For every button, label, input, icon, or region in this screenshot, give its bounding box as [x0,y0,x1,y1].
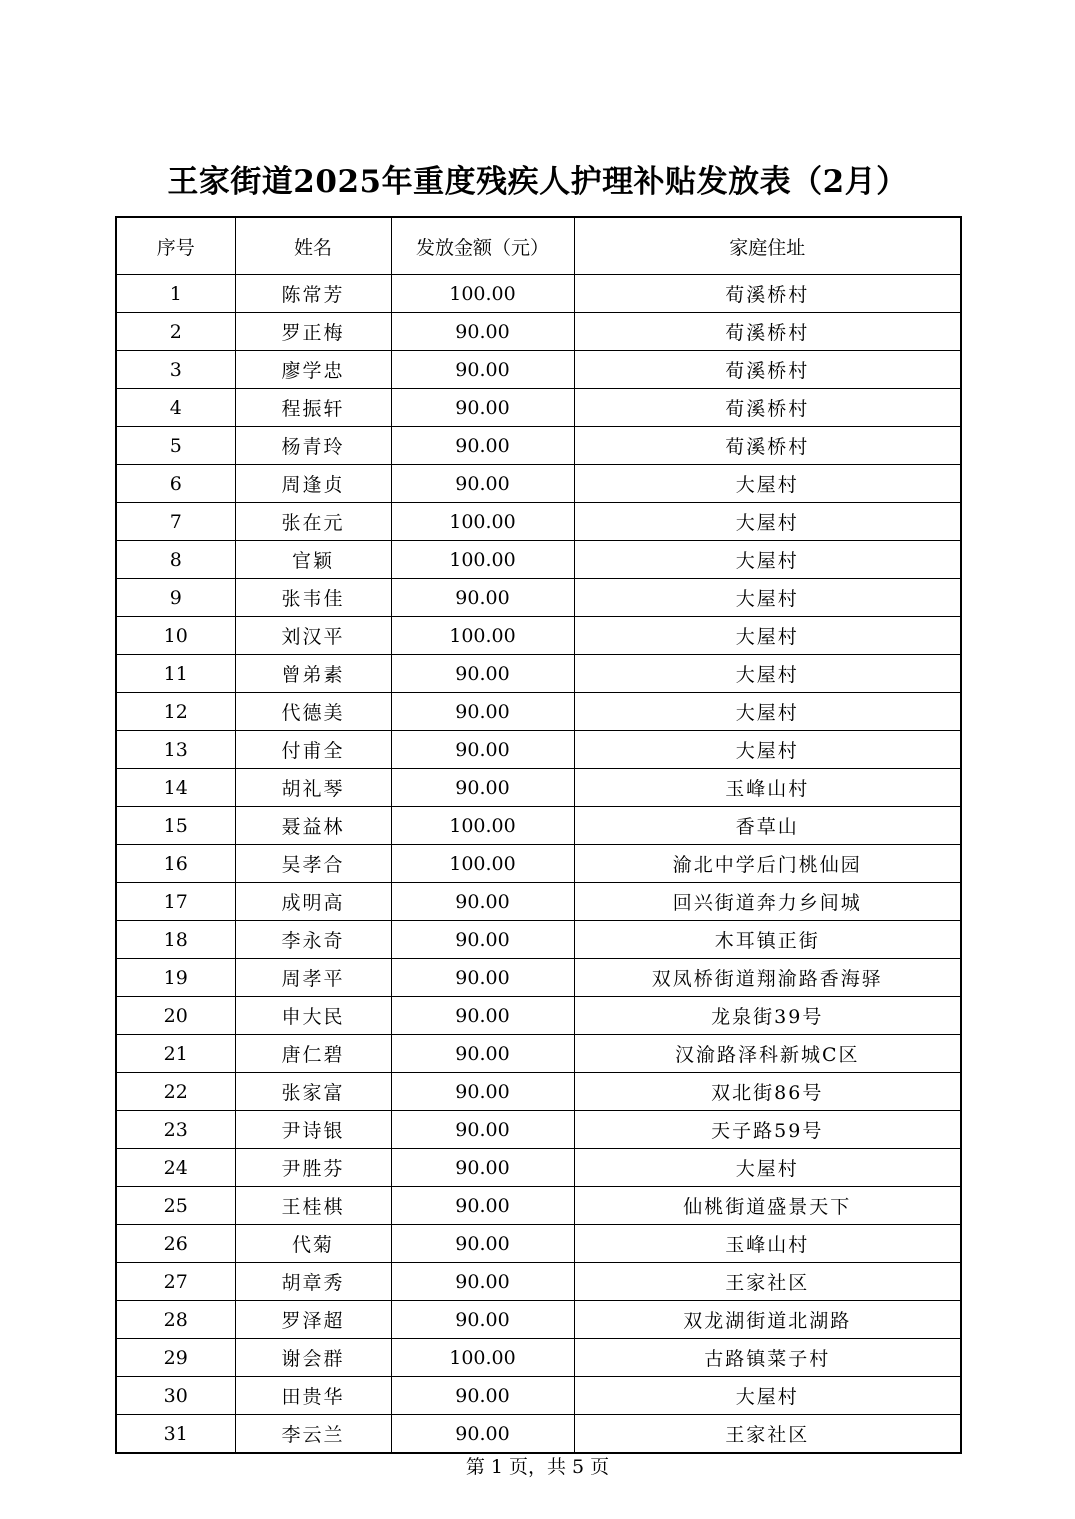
cell-amount: 100.00 [391,541,574,579]
cell-address: 天子路59号 [574,1111,961,1149]
cell-name: 杨青玲 [235,427,391,465]
cell-serial-number: 19 [116,959,235,997]
cell-name: 田贵华 [235,1377,391,1415]
header-address: 家庭住址 [574,217,961,275]
table-header-row [116,217,961,275]
cell-amount: 90.00 [391,693,574,731]
cell-name: 周逢贞 [235,465,391,503]
table-row [116,541,961,579]
cell-address: 龙泉街39号 [574,997,961,1035]
cell-name: 程振轩 [235,389,391,427]
cell-name: 陈常芳 [235,275,391,313]
table-body [116,275,961,1454]
cell-address: 大屋村 [574,465,961,503]
cell-amount: 90.00 [391,1301,574,1339]
cell-name: 李永奇 [235,921,391,959]
table-row [116,1377,961,1415]
cell-serial-number: 31 [116,1415,235,1454]
cell-name: 聂益林 [235,807,391,845]
cell-serial-number: 2 [116,313,235,351]
cell-serial-number: 29 [116,1339,235,1377]
cell-name: 胡章秀 [235,1263,391,1301]
cell-address: 大屋村 [574,1377,961,1415]
cell-address: 大屋村 [574,617,961,655]
cell-amount: 90.00 [391,351,574,389]
cell-name: 付甫全 [235,731,391,769]
page-footer: 第 1 页，共 5 页 [465,1456,610,1478]
table-row [116,1111,961,1149]
cell-amount: 90.00 [391,959,574,997]
table-row [116,845,961,883]
table-row [116,1035,961,1073]
cell-address: 玉峰山村 [574,1225,961,1263]
cell-serial-number: 14 [116,769,235,807]
cell-address: 双凤桥街道翔渝路香海驿 [574,959,961,997]
cell-serial-number: 7 [116,503,235,541]
cell-address: 大屋村 [574,731,961,769]
document-title: 王家街道2025年重度残疾人护理补贴发放表（2月） [167,164,908,200]
cell-amount: 90.00 [391,769,574,807]
cell-name: 官颖 [235,541,391,579]
table-row [116,1187,961,1225]
cell-serial-number: 20 [116,997,235,1035]
cell-name: 罗泽超 [235,1301,391,1339]
cell-address: 王家社区 [574,1415,961,1454]
cell-address: 荀溪桥村 [574,389,961,427]
cell-serial-number: 5 [116,427,235,465]
table-row [116,275,961,313]
cell-serial-number: 21 [116,1035,235,1073]
table-row [116,655,961,693]
cell-serial-number: 13 [116,731,235,769]
table-row [116,389,961,427]
table-row [116,1073,961,1111]
cell-amount: 90.00 [391,579,574,617]
cell-serial-number: 17 [116,883,235,921]
table-row [116,769,961,807]
cell-address: 荀溪桥村 [574,313,961,351]
subsidy-table [115,216,962,1454]
cell-address: 木耳镇正街 [574,921,961,959]
cell-amount: 90.00 [391,1149,574,1187]
cell-name: 罗正梅 [235,313,391,351]
cell-serial-number: 23 [116,1111,235,1149]
cell-name: 廖学忠 [235,351,391,389]
cell-name: 吴孝合 [235,845,391,883]
table-row [116,693,961,731]
cell-name: 谢会群 [235,1339,391,1377]
table-row [116,1225,961,1263]
cell-name: 周孝平 [235,959,391,997]
cell-amount: 90.00 [391,389,574,427]
cell-address: 大屋村 [574,541,961,579]
table-row [116,1149,961,1187]
table-row [116,1301,961,1339]
cell-name: 成明高 [235,883,391,921]
cell-name: 张在元 [235,503,391,541]
cell-amount: 90.00 [391,427,574,465]
cell-name: 尹胜芬 [235,1149,391,1187]
cell-address: 双龙湖街道北湖路 [574,1301,961,1339]
cell-serial-number: 26 [116,1225,235,1263]
table-row [116,1415,961,1454]
cell-amount: 90.00 [391,731,574,769]
cell-serial-number: 12 [116,693,235,731]
header-serial-number: 序号 [116,217,235,275]
cell-name: 张家富 [235,1073,391,1111]
cell-amount: 90.00 [391,1035,574,1073]
cell-serial-number: 3 [116,351,235,389]
cell-amount: 90.00 [391,465,574,503]
cell-amount: 90.00 [391,1415,574,1454]
cell-amount: 100.00 [391,275,574,313]
cell-amount: 100.00 [391,845,574,883]
cell-address: 渝北中学后门桃仙园 [574,845,961,883]
cell-name: 曾弟素 [235,655,391,693]
table-row [116,579,961,617]
cell-serial-number: 18 [116,921,235,959]
table-row [116,731,961,769]
table-row [116,921,961,959]
header-name: 姓名 [235,217,391,275]
cell-serial-number: 10 [116,617,235,655]
cell-serial-number: 8 [116,541,235,579]
cell-name: 李云兰 [235,1415,391,1454]
cell-amount: 100.00 [391,503,574,541]
cell-amount: 90.00 [391,997,574,1035]
table-row [116,997,961,1035]
cell-address: 荀溪桥村 [574,275,961,313]
cell-address: 大屋村 [574,579,961,617]
cell-address: 回兴街道奔力乡间城 [574,883,961,921]
table-row [116,1263,961,1301]
cell-serial-number: 11 [116,655,235,693]
cell-serial-number: 27 [116,1263,235,1301]
cell-serial-number: 28 [116,1301,235,1339]
table-row [116,807,961,845]
table-row [116,883,961,921]
cell-serial-number: 15 [116,807,235,845]
cell-address: 大屋村 [574,503,961,541]
cell-name: 代德美 [235,693,391,731]
cell-name: 胡礼琴 [235,769,391,807]
cell-amount: 90.00 [391,1225,574,1263]
cell-address: 荀溪桥村 [574,351,961,389]
cell-serial-number: 6 [116,465,235,503]
cell-serial-number: 22 [116,1073,235,1111]
cell-amount: 100.00 [391,1339,574,1377]
table-row [116,313,961,351]
cell-address: 大屋村 [574,655,961,693]
cell-address: 玉峰山村 [574,769,961,807]
cell-amount: 90.00 [391,1111,574,1149]
cell-address: 香草山 [574,807,961,845]
cell-serial-number: 9 [116,579,235,617]
cell-name: 刘汉平 [235,617,391,655]
cell-address: 古路镇菜子村 [574,1339,961,1377]
cell-amount: 100.00 [391,807,574,845]
cell-amount: 90.00 [391,1187,574,1225]
cell-amount: 90.00 [391,1377,574,1415]
table-row [116,427,961,465]
cell-amount: 90.00 [391,1073,574,1111]
table-row [116,617,961,655]
cell-serial-number: 25 [116,1187,235,1225]
cell-name: 代菊 [235,1225,391,1263]
cell-name: 张韦佳 [235,579,391,617]
cell-address: 大屋村 [574,693,961,731]
table-row [116,351,961,389]
cell-amount: 90.00 [391,883,574,921]
cell-amount: 100.00 [391,617,574,655]
cell-address: 荀溪桥村 [574,427,961,465]
cell-serial-number: 4 [116,389,235,427]
cell-address: 双北街86号 [574,1073,961,1111]
cell-name: 尹诗银 [235,1111,391,1149]
cell-serial-number: 1 [116,275,235,313]
header-amount: 发放金额（元） [391,217,574,275]
cell-name: 唐仁碧 [235,1035,391,1073]
cell-serial-number: 30 [116,1377,235,1415]
cell-name: 申大民 [235,997,391,1035]
cell-name: 王桂棋 [235,1187,391,1225]
cell-serial-number: 16 [116,845,235,883]
cell-amount: 90.00 [391,1263,574,1301]
cell-serial-number: 24 [116,1149,235,1187]
cell-address: 大屋村 [574,1149,961,1187]
cell-address: 仙桃街道盛景天下 [574,1187,961,1225]
table-row [116,465,961,503]
table-row [116,959,961,997]
cell-address: 王家社区 [574,1263,961,1301]
table-row [116,1339,961,1377]
table-row [116,503,961,541]
cell-amount: 90.00 [391,655,574,693]
cell-amount: 90.00 [391,313,574,351]
cell-amount: 90.00 [391,921,574,959]
cell-address: 汉渝路泽科新城C区 [574,1035,961,1073]
